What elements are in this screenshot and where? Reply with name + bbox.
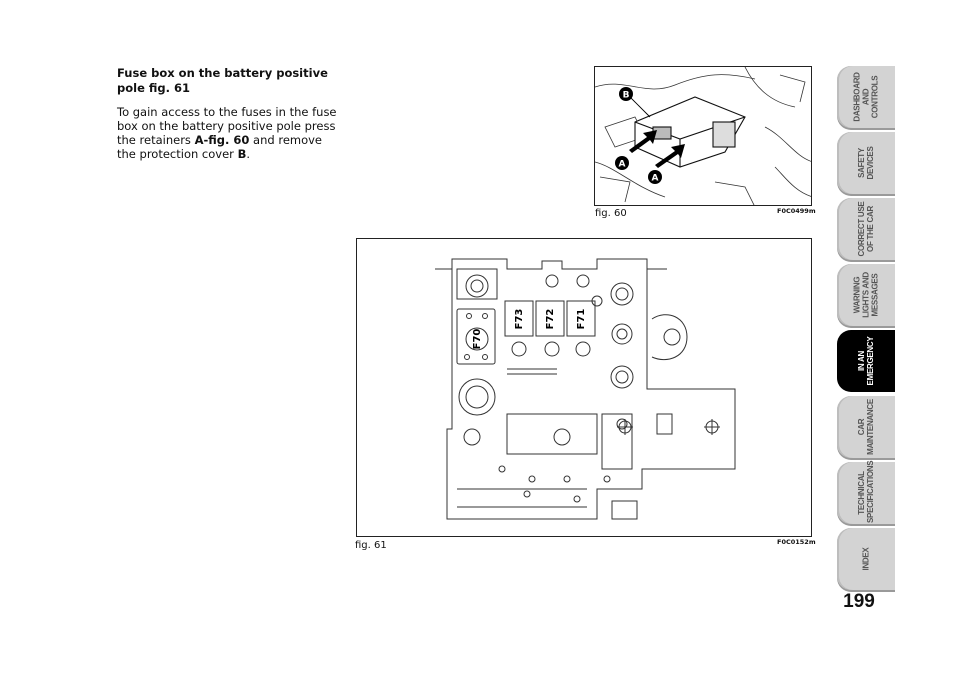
- section-heading: Fuse box on the battery positive pole fig. 61: [117, 66, 328, 95]
- fuse-label-f71: F71: [576, 308, 587, 330]
- tab-label: IN AN EMERGENCY: [857, 336, 875, 386]
- engine-bay-illustration: [595, 67, 812, 206]
- fuse-label-f72: F72: [545, 308, 556, 330]
- tab-index[interactable]: [837, 528, 895, 590]
- fuse-label-f70: F70: [472, 328, 483, 350]
- tab-safety-devices[interactable]: [837, 132, 895, 194]
- figure-60-code: F0C0499m: [777, 207, 816, 215]
- tab-correct-use[interactable]: [837, 198, 895, 260]
- figure-60-image: [594, 66, 812, 206]
- tab-label: CORRECT USE OF THE CAR: [857, 201, 875, 257]
- tab-technical-specifications[interactable]: [837, 462, 895, 524]
- paragraph-text-3: .: [246, 147, 250, 161]
- tab-dashboard-and-controls[interactable]: [837, 66, 895, 128]
- tab-label: INDEX: [861, 547, 871, 571]
- fuse-box-diagram: [357, 239, 812, 537]
- tab-label: DASHBOARD AND CONTROLS: [852, 72, 880, 122]
- tab-label: SAFETY DEVICES: [857, 146, 875, 180]
- page-number: 199: [843, 591, 875, 612]
- label-b: B: [622, 90, 630, 101]
- figure-60-caption: fig. 60: [595, 208, 627, 219]
- paragraph-ref-cover: B: [237, 147, 247, 161]
- tab-car-maintenance[interactable]: [837, 396, 895, 458]
- tab-warning-lights[interactable]: [837, 264, 895, 326]
- tab-label: CAR MAINTENANCE: [857, 399, 875, 455]
- label-a-lower: A: [651, 173, 659, 184]
- paragraph-text-2: and remove the protection cover: [117, 133, 323, 161]
- fuse-label-f73: F73: [514, 308, 525, 330]
- section-paragraph: [117, 105, 342, 161]
- figure-61-code: F0C0152m: [777, 538, 816, 546]
- paragraph-ref-fig60: A-fig. 60: [194, 133, 250, 147]
- tab-in-an-emergency[interactable]: [837, 330, 895, 392]
- figure-61-caption: fig. 61: [355, 540, 387, 551]
- tab-label: WARNING LIGHTS AND MESSAGES: [852, 272, 880, 318]
- figure-61-image: [356, 238, 812, 537]
- tab-label: TECHNICAL SPECIFICATIONS: [857, 460, 875, 523]
- label-a-upper: A: [618, 159, 626, 170]
- paragraph-text-1: To gain access to the fuses in the fuse box on the battery positive pole press the retainers: [117, 105, 337, 147]
